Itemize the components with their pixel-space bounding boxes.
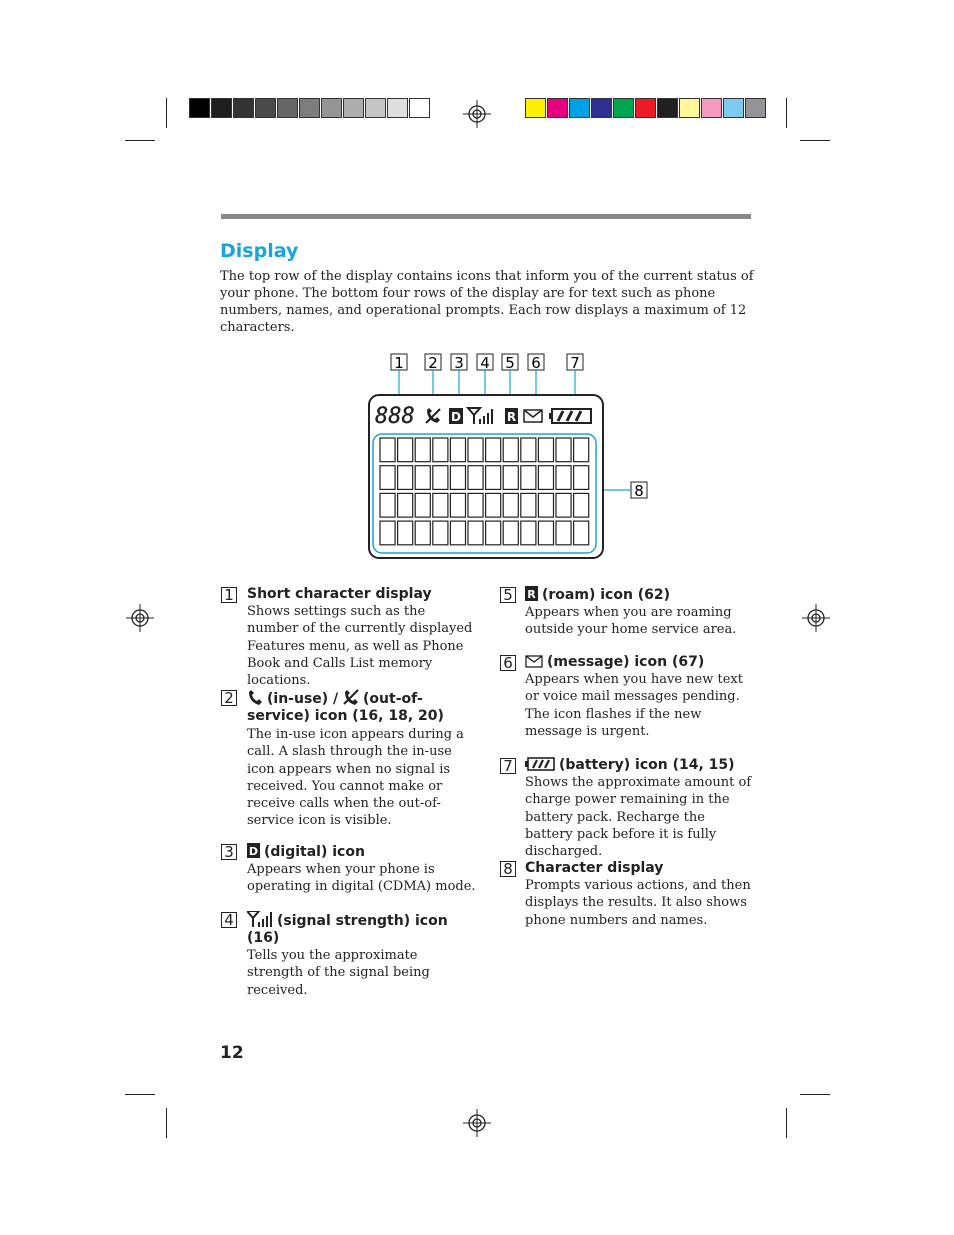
character-cell <box>380 466 395 490</box>
item-roam-icon <box>525 586 755 639</box>
gray-swatch <box>343 98 364 118</box>
svg-text:5: 5 <box>505 354 515 372</box>
character-cell <box>415 493 430 517</box>
message-icon <box>525 655 543 668</box>
color-swatch <box>635 98 656 118</box>
character-cell <box>503 466 518 490</box>
section-title: Display <box>220 240 299 262</box>
item-digital-icon <box>247 843 477 896</box>
callout-1 <box>391 354 407 372</box>
item-number: 4 <box>221 912 237 928</box>
character-cell <box>538 493 553 517</box>
character-cell <box>450 466 465 490</box>
character-cell <box>468 493 483 517</box>
digital-icon <box>247 843 260 858</box>
crop-mark <box>786 1108 787 1138</box>
color-swatch <box>569 98 590 118</box>
item-body: Appears when you have new text or voice mail messages pending. The icon flashes if the new message is urgent. <box>525 672 743 739</box>
character-cell <box>398 521 413 545</box>
gray-swatch <box>211 98 232 118</box>
character-cell <box>521 438 536 462</box>
character-cell <box>433 438 448 462</box>
character-cell <box>380 438 395 462</box>
item-number: 5 <box>500 587 516 603</box>
character-cell <box>415 521 430 545</box>
item-number: 1 <box>221 587 237 603</box>
character-cell <box>538 521 553 545</box>
character-cell <box>503 493 518 517</box>
item-heading: (roam) icon (62) <box>542 587 671 603</box>
item-character-display <box>525 860 755 929</box>
gray-swatch <box>387 98 408 118</box>
color-swatch <box>613 98 634 118</box>
character-cell <box>538 438 553 462</box>
gray-swatch <box>277 98 298 118</box>
item-heading: (battery) icon (14, 15) <box>559 757 735 773</box>
character-cell <box>468 438 483 462</box>
item-message-icon <box>525 654 755 740</box>
callout-4 <box>477 354 493 372</box>
svg-text:8: 8 <box>634 482 644 500</box>
item-signal-strength-icon <box>247 911 477 999</box>
character-cell <box>450 438 465 462</box>
crop-mark <box>800 1094 830 1095</box>
crop-mark <box>125 140 155 141</box>
crop-mark <box>125 1094 155 1095</box>
character-cell <box>556 521 571 545</box>
color-swatch <box>745 98 766 118</box>
character-cell <box>486 466 501 490</box>
character-cell <box>415 466 430 490</box>
item-body: Appears when your phone is operating in digital (CDMA) mode. <box>247 862 476 895</box>
svg-text:D: D <box>451 410 461 424</box>
color-swatch <box>679 98 700 118</box>
callout-3 <box>451 354 467 372</box>
gray-swatch <box>321 98 342 118</box>
callout-7 <box>567 354 583 372</box>
character-cell <box>450 493 465 517</box>
item-body: Tells you the approximate strength of the signal being received. <box>247 948 430 998</box>
character-cell <box>468 521 483 545</box>
gray-swatch <box>409 98 430 118</box>
out-of-service-icon <box>343 689 359 705</box>
callout-6 <box>528 354 544 372</box>
item-heading: (digital) icon <box>264 844 365 860</box>
digital-icon <box>449 408 463 424</box>
character-cell <box>538 466 553 490</box>
item-short-character-display <box>247 586 477 689</box>
character-cell <box>574 466 589 490</box>
crop-mark <box>800 140 830 141</box>
item-battery-icon <box>525 757 755 860</box>
svg-text:R: R <box>506 410 517 424</box>
item-number: 3 <box>221 844 237 860</box>
character-cell <box>503 521 518 545</box>
intro-paragraph: The top row of the display contains icons that inform you of the current status of your phone. The bottom four rows of the display are for text such as phone numbers, names, and operational prompts. Each row displays a maximum of 12 characters. <box>220 269 754 335</box>
gray-swatch <box>365 98 386 118</box>
registration-mark-icon <box>801 603 831 633</box>
short-character-display: 888 <box>375 404 415 429</box>
gray-swatch <box>189 98 210 118</box>
character-cell <box>468 466 483 490</box>
item-body: Shows the approximate amount of charge power remaining in the battery pack. Recharge the battery pack before it is fully discharged. <box>525 775 752 860</box>
character-cell <box>521 521 536 545</box>
item-heading: (signal strength) icon (16) <box>247 913 448 946</box>
character-cell <box>450 521 465 545</box>
battery-icon <box>525 757 555 771</box>
character-cell <box>433 493 448 517</box>
battery-icon <box>549 409 591 423</box>
character-cell <box>521 466 536 490</box>
callout-5 <box>502 354 518 372</box>
message-icon <box>524 410 542 422</box>
character-cell <box>486 438 501 462</box>
character-cell <box>503 438 518 462</box>
item-heading-part: (in-use) / <box>267 691 339 707</box>
svg-text:3: 3 <box>454 354 464 372</box>
svg-text:D: D <box>248 845 259 858</box>
item-heading: Short character display <box>247 586 432 602</box>
item-number: 7 <box>500 758 516 774</box>
character-cell <box>433 466 448 490</box>
character-cell <box>556 438 571 462</box>
character-cell <box>433 521 448 545</box>
character-cell <box>415 438 430 462</box>
item-body: Shows settings such as the number of the currently displayed Features menu, as well as Phone Book and Calls List memory locations. <box>247 604 473 689</box>
character-cell <box>574 438 589 462</box>
character-cell <box>380 493 395 517</box>
color-swatch <box>547 98 568 118</box>
character-cell <box>574 521 589 545</box>
character-cell <box>398 438 413 462</box>
character-cell <box>574 493 589 517</box>
color-swatch <box>525 98 546 118</box>
page-number: 12 <box>220 1043 244 1063</box>
item-heading: Character display <box>525 860 664 876</box>
character-cell <box>556 466 571 490</box>
crop-mark <box>786 98 787 128</box>
callout-8 <box>631 482 647 500</box>
registration-mark-icon <box>462 99 492 129</box>
character-cell <box>486 493 501 517</box>
in-use-icon <box>247 689 263 705</box>
item-in-use-icon <box>247 689 477 830</box>
item-body: Prompts various actions, and then displays the results. It also shows phone numbers and names. <box>525 878 751 928</box>
registration-mark-icon <box>462 1108 492 1138</box>
item-body: Appears when you are roaming outside your home service area. <box>525 605 737 638</box>
callout-2 <box>425 354 441 372</box>
character-cell <box>398 493 413 517</box>
item-heading: (message) icon (67) <box>547 654 705 670</box>
gray-swatch <box>255 98 276 118</box>
item-heading-part: (out-of-service) icon (16, 18, 20) <box>247 691 444 724</box>
svg-text:2: 2 <box>428 354 438 372</box>
svg-text:1: 1 <box>394 354 404 372</box>
gray-swatch <box>299 98 320 118</box>
item-number: 2 <box>221 690 237 706</box>
color-swatch <box>723 98 744 118</box>
section-rule <box>221 214 751 219</box>
signal-strength-icon <box>247 911 273 927</box>
character-cell <box>380 521 395 545</box>
crop-mark <box>166 1108 167 1138</box>
display-diagram-svg <box>365 350 665 565</box>
color-swatch <box>591 98 612 118</box>
color-swatch <box>657 98 678 118</box>
item-number: 6 <box>500 655 516 671</box>
character-cell <box>486 521 501 545</box>
svg-text:R: R <box>527 588 536 601</box>
display-diagram <box>365 350 665 565</box>
color-swatch <box>701 98 722 118</box>
character-cell <box>398 466 413 490</box>
character-cell <box>521 493 536 517</box>
roam-icon <box>525 586 538 601</box>
registration-mark-icon <box>125 603 155 633</box>
svg-text:4: 4 <box>480 354 490 372</box>
crop-mark <box>166 98 167 128</box>
item-number: 8 <box>500 861 516 877</box>
svg-text:6: 6 <box>531 354 541 372</box>
svg-text:7: 7 <box>570 354 580 372</box>
character-cell <box>556 493 571 517</box>
item-body: The in-use icon appears during a call. A slash through the in-use icon appears when no signal is received. You cannot make or receive calls when the out-of-service icon is visible. <box>247 727 464 829</box>
gray-swatch <box>233 98 254 118</box>
roam-icon <box>505 408 518 424</box>
